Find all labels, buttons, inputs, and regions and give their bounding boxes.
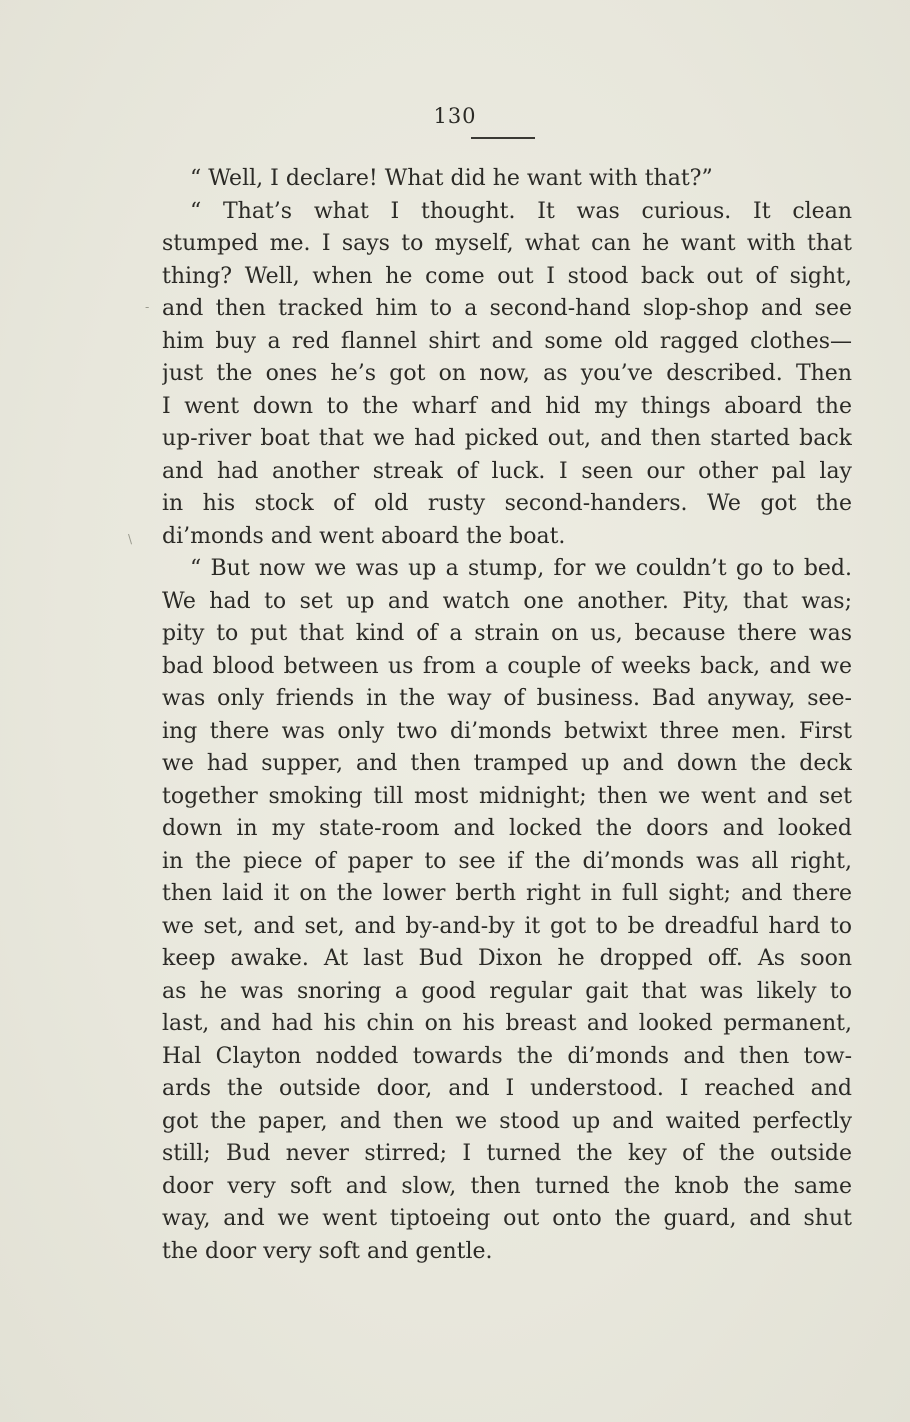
text-line: stumped me. I says to myself, what can he want with that (162, 231, 852, 256)
text-line: I went down to the wharf and hid my things aboard the (162, 393, 852, 419)
text-line: last, and had his chin on his breast and looked permanent, (162, 1011, 852, 1036)
text-line: ards the outside door, and I understood. I reached and (162, 1076, 852, 1101)
text-line: pity to put that kind of a strain on us, because there was (162, 621, 852, 646)
text-line: we had supper, and then tramped up and down the deck (162, 751, 852, 776)
margin-mark: \ (128, 532, 133, 546)
text-line: then laid it on the lower berth right in full sight; and there (162, 881, 852, 906)
header-rule (471, 137, 535, 139)
body-text (162, 163, 852, 1268)
text-line: we set, and set, and by-and-by it got to be dreadful hard to (162, 913, 852, 939)
text-line: down in my state-room and locked the doors and looked (162, 816, 852, 841)
page-number: 130 (433, 104, 477, 128)
text-line: way, and we went tiptoeing out onto the guard, and shut (162, 1206, 852, 1231)
text-line: together smoking till most midnight; then we went and set (162, 783, 852, 809)
text-line: up-river boat that we had picked out, and then started back (162, 426, 852, 451)
text-line: “ Well, I declare! What did he want with that?” (190, 166, 713, 191)
text-line: We had to set up and watch one another. Pity, that was; (162, 588, 852, 614)
text-line: got the paper, and then we stood up and waited perfectly (162, 1108, 852, 1134)
text-line: thing? Well, when he come out I stood back out of sight, (162, 263, 852, 289)
text-line: in his stock of old rusty second-handers. We got the (162, 491, 852, 516)
text-line: and then tracked him to a second-hand slop-shop and see (162, 296, 852, 321)
text-line: di’monds and went aboard the boat. (162, 523, 566, 549)
text-line: and had another streak of luck. I seen our other pal lay (162, 458, 852, 484)
text-line: him buy a red flannel shirt and some old ragged clothes— (162, 328, 852, 354)
text-line: just the ones he’s got on now, as you’ve described. Then (162, 361, 852, 386)
text-line: “ But now we was up a stump, for we couldn’t go to bed. (190, 556, 852, 581)
text-line: was only friends in the way of business. Bad anyway, see- (162, 686, 852, 711)
text-line: door very soft and slow, then turned the knob the same (162, 1173, 852, 1199)
text-line: in the piece of paper to see if the di’monds was all right, (162, 848, 852, 874)
text-line: “ That’s what I thought. It was curious. It clean (190, 198, 852, 224)
text-line: still; Bud never stirred; I turned the key of the outside (162, 1141, 852, 1166)
margin-mark: - (145, 300, 150, 314)
text-line: as he was snoring a good regular gait that was likely to (162, 978, 852, 1004)
text-line: the door very soft and gentle. (162, 1238, 493, 1264)
text-line: keep awake. At last Bud Dixon he dropped off. As soon (162, 946, 852, 971)
text-line: ing there was only two di’monds betwixt three men. First (162, 718, 852, 744)
text-line: bad blood between us from a couple of weeks back, and we (162, 653, 852, 679)
text-line: Hal Clayton nodded towards the di’monds and then tow- (162, 1043, 852, 1069)
